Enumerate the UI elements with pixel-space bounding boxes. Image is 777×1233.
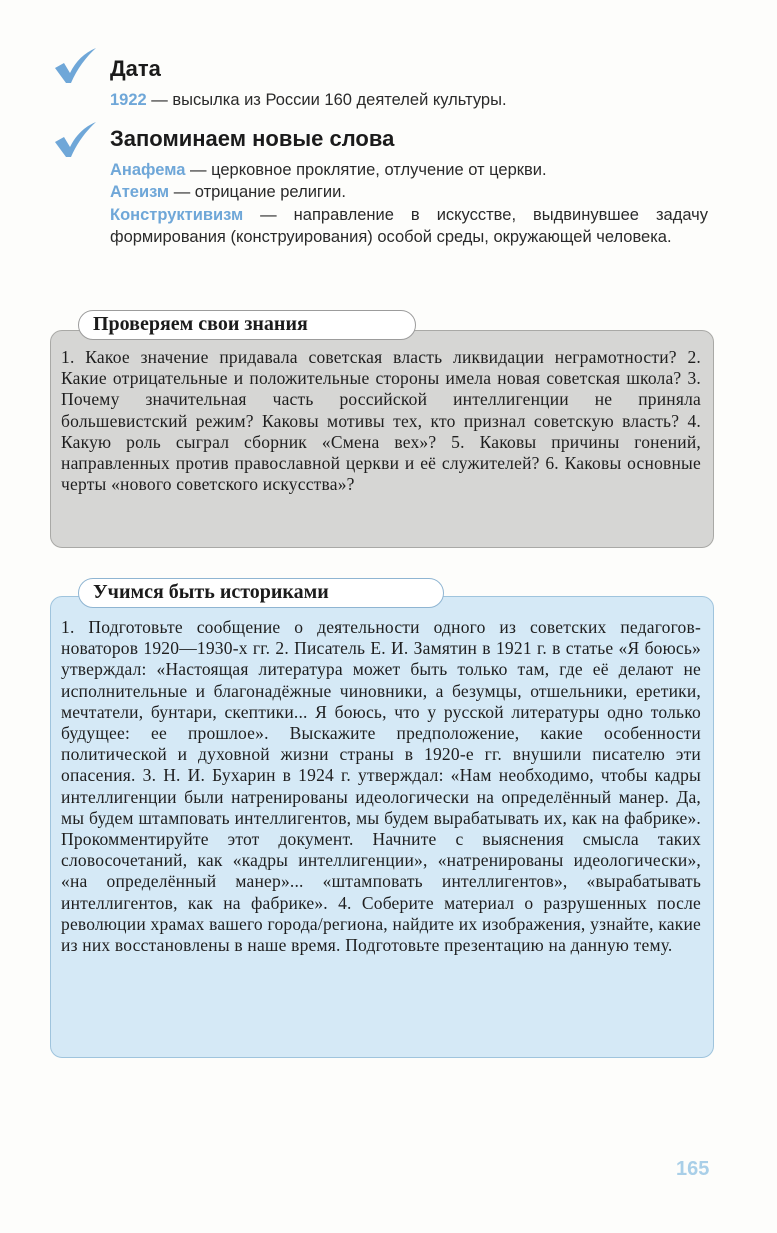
- date-text: — высылка из России 160 деятелей культуры.: [146, 91, 507, 109]
- historian-text: 1. Подготовьте сообщение о деятельности одного из советских педагогов-новаторов 1920—1930-х гг. 2. Писатель Е. И. Замятин в 1921 г. в статье «Я боюсь» утверждал: «Настоящая литература может быть только там, где её делают не исполнительные и благонадёжные чиновники, а безумцы, отшельники, еретики, мечтатели, бунтари, скептики... Я боюсь, что у русской литературы одно только будущее: ее прошлое». Выскажите предположение, какие особенности политической и духовной жизни страны в 1920-е гг. внушили писателю эти опасения. 3. Н. И. Бухарин в 1924 г. утверждал: «Нам необходимо, чтобы кадры интеллигенции были натренированы идеологически на определённый манер. Да, мы будем штамповать интеллигентов, мы будем вырабатывать их, как на фабрике». Прокомментируйте этот документ. Начните с выяснения смысла таких словосочетаний, как «кадры интеллигенции», «натренированы идеологически», «на определённый манер»... «штамповать интеллигентов», «вырабатывать интеллигентов, как на фабрике». 4. Соберите материал о разрушенных после революции храмах вашего города/региона, найдите их изображения, узнайте, какие из них восстановлены в наше время. Подготовьте презентацию на данную тему.: [61, 617, 701, 956]
- historian-box: [50, 596, 714, 1058]
- page-number: 165: [676, 1158, 710, 1180]
- words-title: Запоминаем новые слова: [110, 126, 395, 151]
- word-term: Атеизм: [110, 183, 170, 201]
- word-term: Анафема: [110, 161, 186, 179]
- date-title: Дата: [110, 56, 161, 81]
- date-entry: [110, 89, 507, 111]
- word-definition: — направление в искусстве, выдвинувшее задачу формирования (конструирования) особой среды, окружающей человека.: [110, 206, 708, 246]
- word-item: [110, 204, 708, 248]
- word-definition: — церковное проклятие, отлучение от церкви.: [185, 161, 547, 179]
- word-term: Конструктивизм: [110, 206, 244, 224]
- checkmark-icon: [52, 120, 98, 160]
- check-knowledge-title: Проверяем свои знания: [78, 310, 416, 340]
- check-knowledge-box: [50, 330, 714, 548]
- word-item: [110, 159, 547, 181]
- check-knowledge-text: 1. Какое значение придавала советская власть ликвидации неграмотности? 2. Какие отрицательные и положительные стороны имела новая советская школа? 3. Почему значительная часть российской интеллигенции не приняла большевистский режим? Каковы мотивы тех, кто признал советскую власть? 4. Какую роль сыграл сборник «Смена вех»? 5. Каковы причины гонений, направленных против православной церкви и её служителей? 6. Каковы основные черты «нового советского искусства»?: [61, 347, 701, 495]
- word-item: [110, 181, 346, 203]
- date-year: 1922: [110, 91, 147, 109]
- historian-title: Учимся быть историками: [78, 578, 444, 608]
- word-definition: — отрицание религии.: [169, 183, 346, 201]
- checkmark-icon: [52, 46, 98, 86]
